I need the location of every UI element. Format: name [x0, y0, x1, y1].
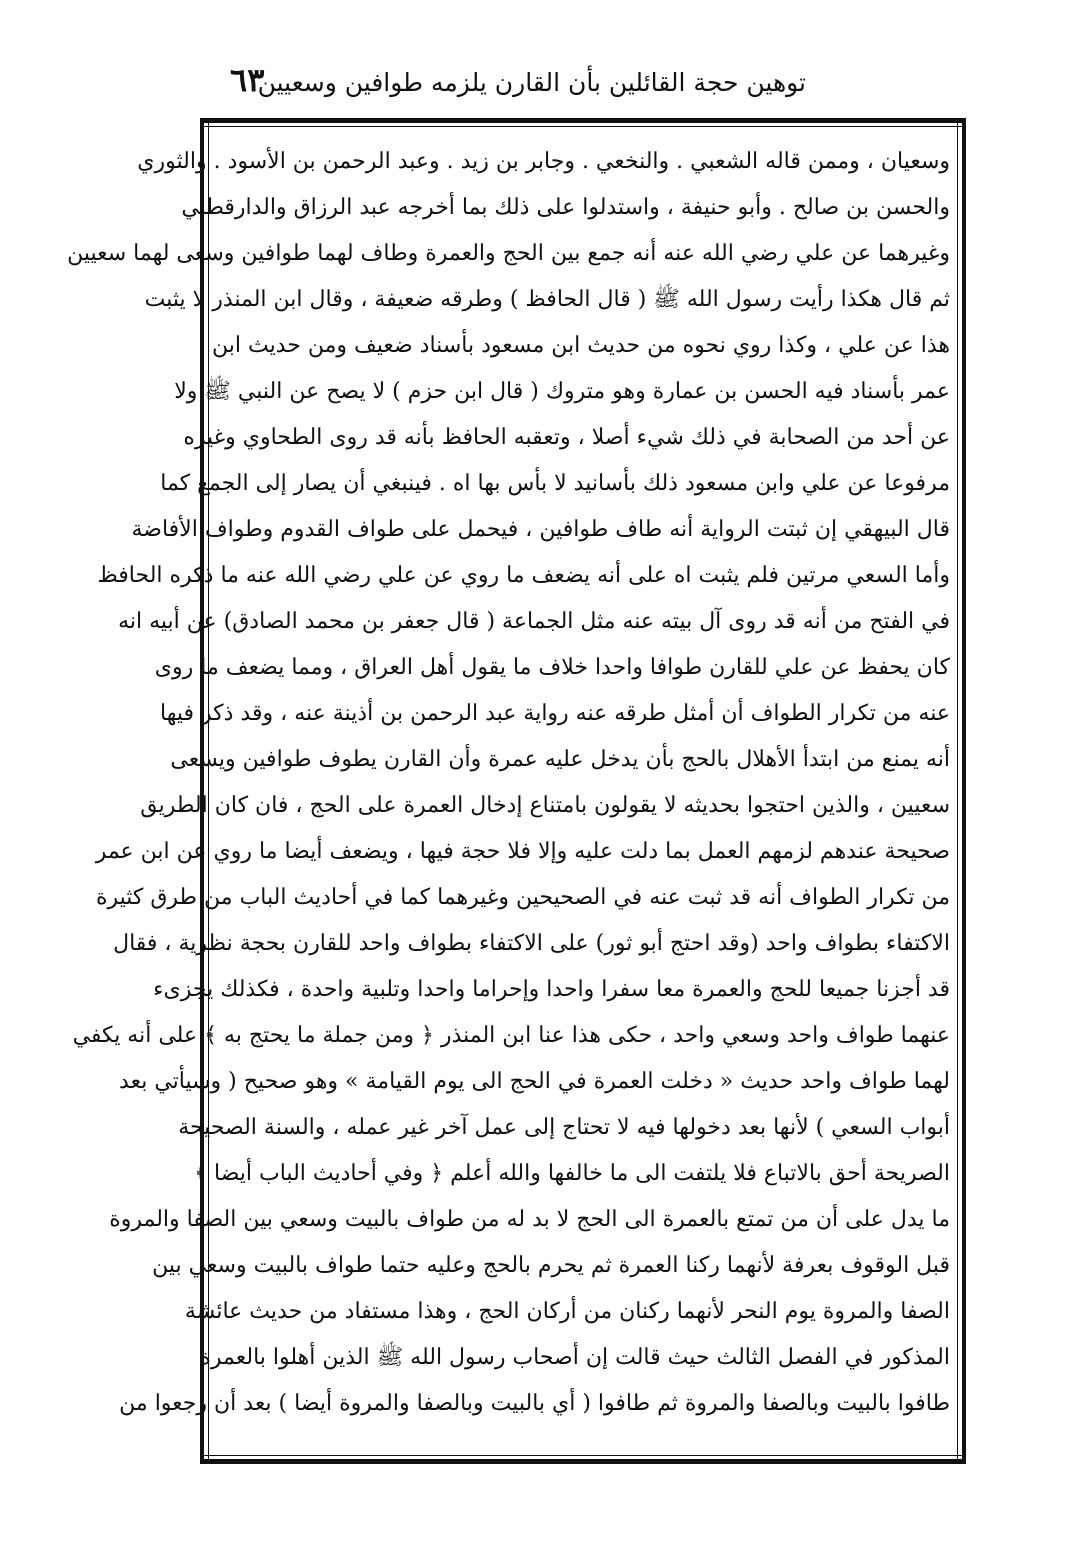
text-line: ثم قال هكذا رأيت رسول الله ﷺ ( قال الحافظ ) وطرقه ضعيفة ، وقال ابن المنذر لا يثبت [144, 287, 950, 312]
body-text [67, 142, 950, 1442]
page-number: ٦٣ [230, 61, 265, 99]
text-line: في الفتح من أنه قد روى آل بيته عنه مثل الجماعة ( قال جعفر بن محمد الصادق) عن أبيه انه [118, 609, 950, 634]
text-line: عنه من تكرار الطواف أن أمثل طرقه عنه رواية عبد الرحمن بن أذينة عنه ، وقد ذكر فيها [160, 701, 950, 726]
text-line: الصفا والمروة يوم النحر لأنهما ركنان من أركان الحج ، وهذا مستفاد من حديث عائشة [184, 1299, 950, 1324]
text-line: كان يحفظ عن علي للقارن طوافا واحدا خلاف ما يقول أهل العراق ، ومما يضعف ما روى [154, 655, 950, 680]
header-title: توهين حجة القائلين بأن القارن يلزمه طوافين وسعيين [257, 68, 806, 97]
frame-top-thin-rule [200, 126, 966, 127]
text-line: مرفوعا عن علي وابن مسعود ذلك بأسانيد لا بأس بها اه . فينبغي أن يصار إلى الجمع كما [160, 471, 950, 496]
text-line: الصريحة أحق بالاتباع فلا يلتفت الى ما خالفها والله أعلم ﴿ وفي أحاديث الباب أيضا ﴾ [194, 1161, 950, 1186]
text-line: عن أحد من الصحابة في ذلك شيء أصلا ، وتعقبه الحافظ بأنه قد روى الطحاوي وغيره [183, 425, 950, 450]
text-line: عنهما طواف واحد وسعي واحد ، حكى هذا عنا ابن المنذر ﴿ ومن جملة ما يحتج به ﴾ على أنه يكفي [72, 1023, 950, 1048]
text-line: من تكرار الطواف أنه قد ثبت عنه في الصحيحين وغيرهما كما في أحاديث الباب من طرق كثيرة [95, 885, 950, 910]
text-line: وأما السعي مرتين فلم يثبت اه على أنه يضعف ما روي عن علي رضي الله عنه ما ذكره الحافظ [97, 563, 950, 588]
frame-top-rule [200, 118, 966, 123]
frame-right-inner-rule [957, 118, 958, 1464]
text-line: أنه يمنع من ابتدأ الأهلال بالحج بأن يدخل عليه عمرة وأن القارن يطوف طوافين ويسعى [170, 747, 950, 772]
text-line: قال البيهقي إن ثبتت الرواية أنه طاف طوافين ، فيحمل على طواف القدوم وطواف الأفاضة [131, 517, 950, 542]
text-line: والحسن بن صالح . وأبو حنيفة ، واستدلوا على ذلك بما أخرجه عبد الرزاق والدارقطني [181, 195, 950, 220]
text-line: ما يدل على أن من تمتع بالعمرة الى الحج لا بد له من طواف بالبيت وسعي بين الصفا والمروة [109, 1207, 950, 1232]
text-line: هذا عن علي ، وكذا روي نحوه من حديث ابن مسعود بأسناد ضعيف ومن حديث ابن [211, 333, 950, 358]
text-line: وسعيان ، وممن قاله الشعبي . والنخعي . وجابر بن زيد . وعبد الرحمن بن الأسود . والثوري [137, 149, 950, 174]
frame-bottom-rule [200, 1459, 966, 1464]
frame-right-rule [962, 118, 966, 1464]
text-frame [67, 118, 966, 1464]
text-line: صحيحة عندهم لزمهم العمل بما دلت عليه وإلا فلا حجة فيها ، ويضعف أيضا ما روي عن ابن عمر [95, 839, 950, 864]
text-line: لهما طواف واحد حديث « دخلت العمرة في الحج الى يوم القيامة » وهو صحيح ( وسيأتي بعد [119, 1069, 950, 1094]
text-line: عمر بأسناد فيه الحسن بن عمارة وهو متروك ( قال ابن حزم ) لا يصح عن النبي ﷺ ولا [174, 379, 950, 404]
text-line: أبواب السعي ) لأنها بعد دخولها فيه لا تحتاج إلى عمل آخر غير عمله ، والسنة الصحيحة [178, 1115, 950, 1140]
frame-bottom-thin-rule [200, 1455, 966, 1456]
text-line: قد أجزنا جميعا للحج والعمرة معا سفرا واحدا وإحراما واحدا وتلبية واحدة ، فكذلك يجزىء [153, 977, 950, 1002]
text-line: سعيين ، والذين احتجوا بحديثه لا يقولون بامتناع إدخال العمرة على الحج ، فان كان الطريق [140, 793, 950, 818]
running-header [200, 60, 966, 110]
text-line: وغيرهما عن علي رضي الله عنه أنه جمع بين الحج والعمرة وطاف لهما طوافين وسعى لهما سعيين [67, 241, 950, 266]
text-line: المذكور في الفصل الثالث حيث قالت إن أصحاب رسول الله ﷺ الذين أهلوا بالعمرة [199, 1345, 950, 1370]
text-line: طافوا بالبيت وبالصفا والمروة ثم طافوا ( أي بالبيت وبالصفا والمروة أيضا ) بعد أن رجعوا من [119, 1391, 950, 1416]
text-line: الاكتفاء بطواف واحد (وقد احتج أبو ثور) على الاكتفاء بطواف واحد للقارن بحجة نظرية ، فقال [113, 931, 950, 956]
text-line: قبل الوقوف بعرفة لأنهما ركنا العمرة ثم يحرم بالحج وعليه حتما طواف بالبيت وسعي بين [152, 1253, 950, 1278]
